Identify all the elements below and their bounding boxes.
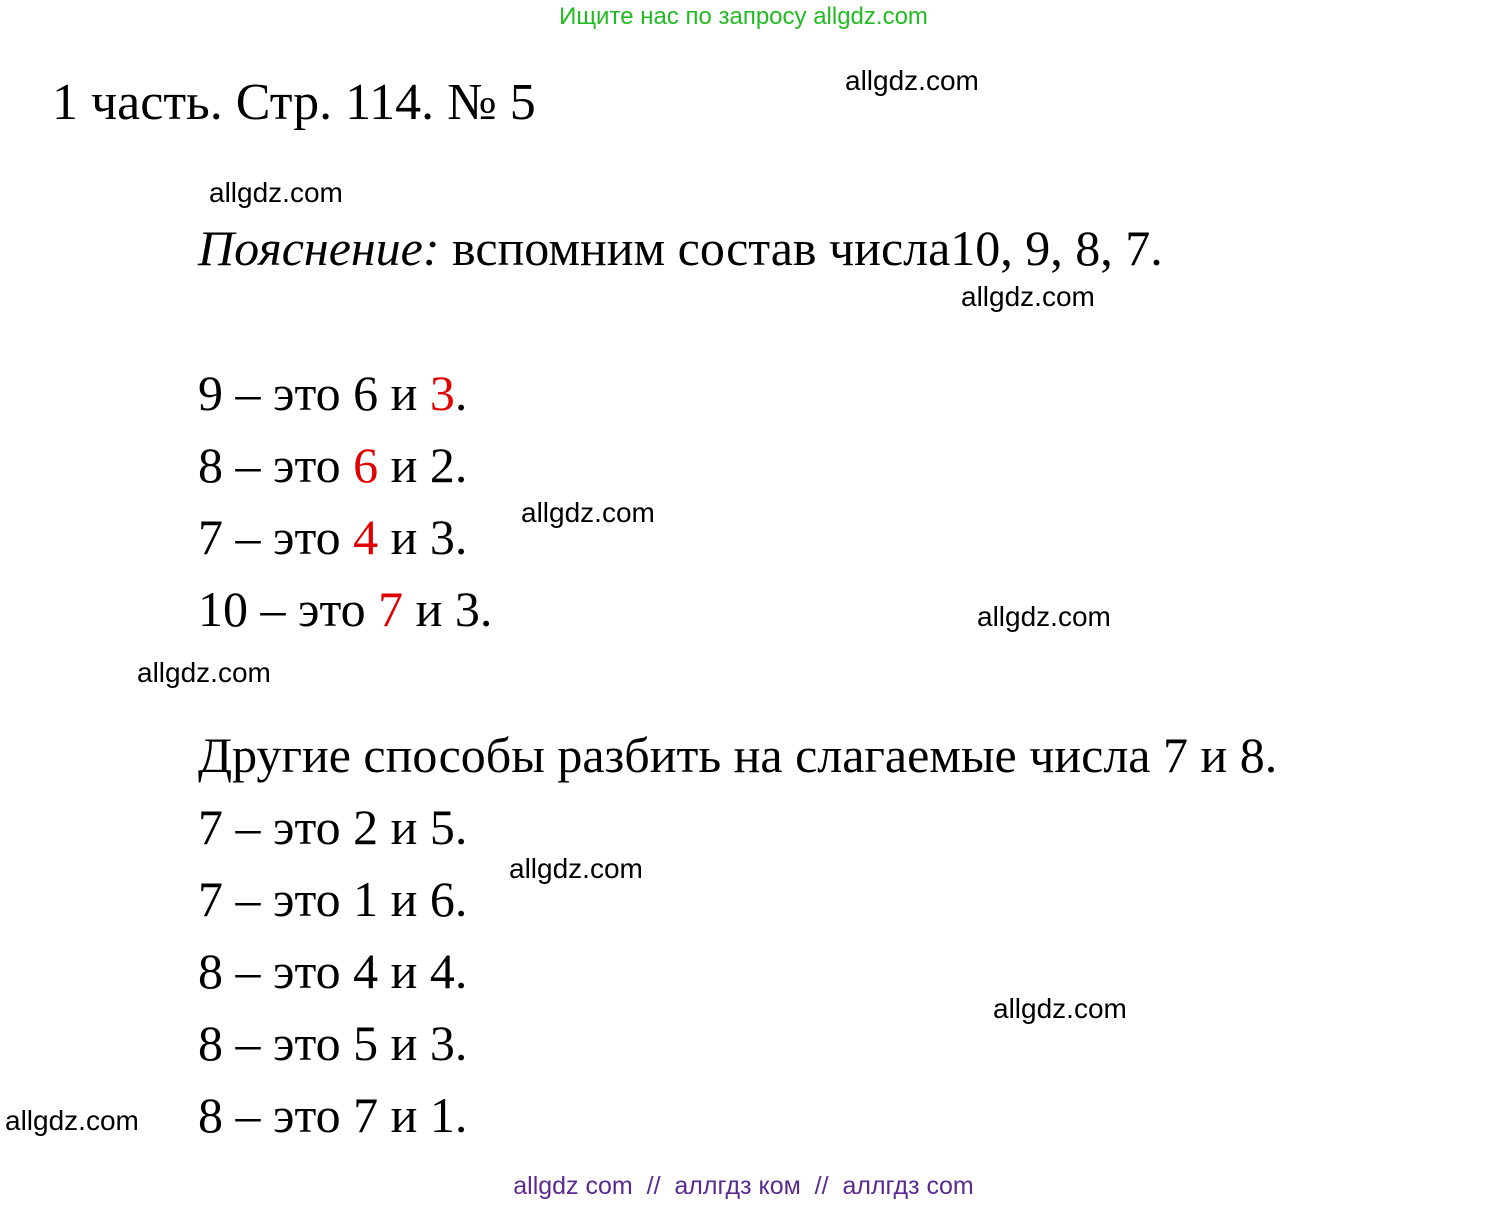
composition-highlight: 7: [378, 581, 404, 637]
explanation-text: вспомним состав числа10, 9, 8, 7.: [439, 220, 1163, 276]
watermark: allgdz.com: [5, 1105, 139, 1136]
composition-text: 7 – это: [198, 509, 354, 565]
watermark: allgdz.com: [977, 601, 1111, 632]
composition-highlight: 3: [429, 365, 455, 421]
composition-text: и 3.: [403, 581, 493, 637]
explanation-line: [198, 218, 1163, 278]
watermark: allgdz.com: [509, 853, 643, 884]
composition-text: и 3.: [378, 509, 468, 565]
composition-line-4: [198, 579, 492, 639]
footer-links: allgdz com // аллгдз ком // аллгдз com: [513, 1172, 974, 1200]
composition-line-3: [198, 507, 467, 567]
other-ways-heading: Другие способы разбить на слагаемые числа 7 и 8.: [198, 727, 1278, 783]
other-way-line-1: 7 – это 2 и 5.: [198, 799, 468, 855]
watermark: allgdz.com: [209, 177, 343, 208]
composition-text: 8 – это: [198, 437, 354, 493]
composition-line-2: [198, 435, 467, 495]
page-title: 1 часть. Стр. 114. № 5: [52, 74, 536, 131]
watermark: allgdz.com: [137, 657, 271, 688]
other-way-line-2: 7 – это 1 и 6.: [198, 871, 468, 927]
watermark: allgdz.com: [961, 281, 1095, 312]
top-search-banner: Ищите нас по запросу allgdz.com: [559, 3, 928, 30]
other-way-line-4: 8 – это 5 и 3.: [198, 1015, 468, 1071]
composition-highlight: 6: [353, 437, 379, 493]
composition-highlight: 4: [353, 509, 379, 565]
composition-text: 9 – это 6 и: [198, 365, 430, 421]
watermark: allgdz.com: [521, 497, 655, 528]
composition-text: 10 – это: [198, 581, 379, 637]
other-way-line-3: 8 – это 4 и 4.: [198, 943, 468, 999]
composition-text: .: [454, 365, 468, 421]
watermark: allgdz.com: [993, 993, 1127, 1024]
composition-text: и 2.: [378, 437, 468, 493]
explanation-label: Пояснение:: [198, 220, 440, 276]
composition-line-1: [198, 363, 467, 423]
watermark: allgdz.com: [845, 65, 979, 96]
other-way-line-5: 8 – это 7 и 1.: [198, 1087, 468, 1143]
